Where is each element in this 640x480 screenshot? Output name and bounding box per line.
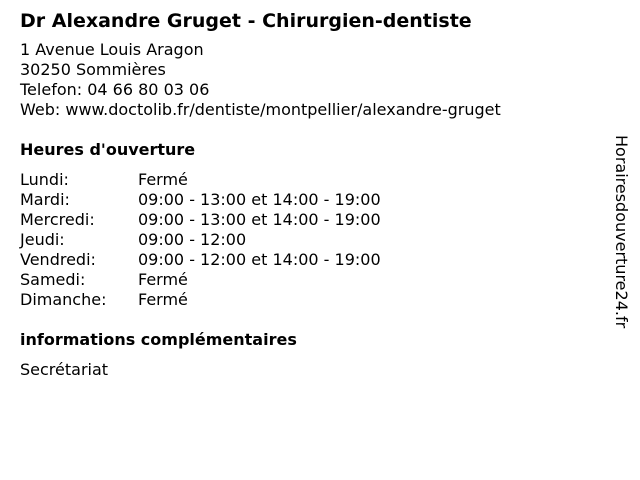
web-line: Web: www.doctolib.fr/dentiste/montpellier/alexandre-gruget xyxy=(20,100,501,119)
hours-row-thursday xyxy=(20,230,600,250)
day-hours: Fermé xyxy=(138,270,188,289)
day-hours: 09:00 - 12:00 xyxy=(138,230,247,249)
extra-info-text: Secrétariat xyxy=(20,360,109,379)
day-label: Lundi: xyxy=(20,170,69,189)
hours-row-monday xyxy=(20,170,600,190)
extra-info-heading: informations complémentaires xyxy=(20,330,297,349)
hours-row-tuesday xyxy=(20,190,600,210)
day-hours: Fermé xyxy=(138,170,188,189)
day-hours: Fermé xyxy=(138,290,188,309)
hours-row-sunday xyxy=(20,290,600,310)
address-line-1: 1 Avenue Louis Aragon xyxy=(20,40,204,59)
business-title: Dr Alexandre Gruget - Chirurgien-dentiste xyxy=(20,10,472,32)
hours-row-wednesday xyxy=(20,210,600,230)
hours-heading: Heures d'ouverture xyxy=(20,140,196,159)
day-label: Mardi: xyxy=(20,190,70,209)
day-hours: 09:00 - 13:00 et 14:00 - 19:00 xyxy=(138,210,381,229)
hours-row-friday xyxy=(20,250,600,270)
day-hours: 09:00 - 13:00 et 14:00 - 19:00 xyxy=(138,190,381,209)
day-label: Vendredi: xyxy=(20,250,96,269)
day-hours: 09:00 - 12:00 et 14:00 - 19:00 xyxy=(138,250,381,269)
hours-table xyxy=(20,170,600,310)
day-label: Dimanche: xyxy=(20,290,107,309)
site-watermark xyxy=(610,135,632,375)
address-line-2: 30250 Sommières xyxy=(20,60,166,79)
day-label: Mercredi: xyxy=(20,210,95,229)
day-label: Samedi: xyxy=(20,270,86,289)
business-card xyxy=(20,8,600,380)
day-label: Jeudi: xyxy=(20,230,65,249)
phone-line: Telefon: 04 66 80 03 06 xyxy=(20,80,210,99)
watermark-text: Horairesdouverture24.fr xyxy=(612,135,631,329)
hours-row-saturday xyxy=(20,270,600,290)
